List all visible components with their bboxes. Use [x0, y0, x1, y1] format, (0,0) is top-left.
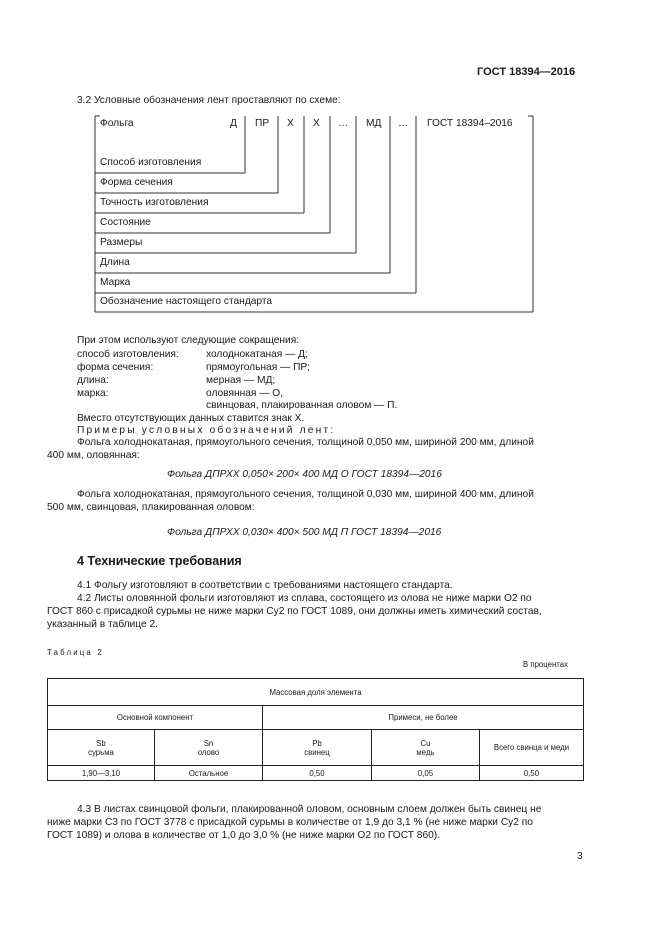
page-number: 3: [577, 851, 583, 862]
abbr-value: свинцовая, плакированная оловом — П.: [206, 400, 398, 411]
example-1-text: Фольга холоднокатаная, прямоугольного сечения, толщиной 0,050 мм, шириной 200 мм, длиной: [77, 437, 534, 448]
scheme-label: Обозначение настоящего стандарта: [100, 296, 273, 307]
example-1-text: 400 мм, оловянная:: [47, 450, 140, 461]
example-2-formula: Фольга ДПРХХ 0,030× 400× 500 МД П ГОСТ 18394—2016: [167, 527, 442, 538]
paragraph-4-3: ниже марки С3 по ГОСТ 3778 с присадкой сурьмы в количестве от 1,9 до 3,1 % (не ниже марки Су2 по: [47, 817, 533, 828]
table-cell: 0,05: [372, 766, 480, 781]
abbr-value: холоднокатаная — Д;: [206, 349, 308, 360]
scheme-code: …: [338, 118, 349, 129]
paragraph-4-3: 4.3 В листах свинцовой фольги, плакированной оловом, основным слоем должен быть свинец не: [77, 804, 542, 815]
table-header-impurities: Примеси, не более: [263, 706, 584, 730]
scheme-code: Х: [287, 118, 294, 129]
abbr-key: форма сечения:: [77, 362, 154, 373]
example-1-formula: Фольга ДПРХХ 0,050× 200× 400 МД О ГОСТ 18394—2016: [167, 469, 442, 480]
abbr-value: оловянная — О,: [206, 388, 284, 399]
paragraph-4-2: 4.2 Листы оловянной фольги изготовляют из сплава, состоящего из олова не ниже марки О2 по: [77, 593, 532, 604]
scheme-label: Форма сечения: [100, 177, 173, 188]
abbr-value: мерная — МД;: [206, 375, 276, 386]
standard-header: ГОСТ 18394—2016: [477, 66, 576, 78]
table-cell: 1,90—3,10: [48, 766, 155, 781]
table-cell: 0,50: [263, 766, 372, 781]
table-label: Таблица 2: [47, 648, 104, 657]
table-header-mass-share: Массовая доля элемента: [48, 679, 584, 706]
scheme-code: ГОСТ 18394–2016: [427, 118, 513, 129]
section-4-heading: 4 Технические требования: [77, 554, 242, 568]
table-col-sn: Sn олово: [155, 730, 263, 766]
abbr-key: способ изготовления:: [77, 349, 179, 360]
scheme-label: Размеры: [100, 237, 143, 248]
examples-title: Примеры условных обозначений лент:: [77, 425, 336, 436]
abbr-intro: При этом используют следующие сокращения:: [77, 335, 300, 346]
table-col-total: Всего свинца и меди: [480, 730, 584, 766]
abbr-key: марка:: [77, 388, 109, 399]
scheme-code: ПР: [255, 118, 270, 129]
table-header-base: Основной компонент: [48, 706, 263, 730]
section-3-2-title: 3.2 Условные обозначения лент проставляют по схеме:: [77, 95, 341, 106]
scheme-code: Д: [230, 118, 237, 129]
table-col-pb: Pb свинец: [263, 730, 372, 766]
abbr-key: длина:: [77, 375, 109, 386]
scheme-label: Состояние: [100, 217, 151, 228]
scheme-label: Длина: [100, 257, 130, 268]
scheme-label: Способ изготовления: [100, 157, 202, 168]
table-col-cu: Cu медь: [372, 730, 480, 766]
scheme-code: Х: [313, 118, 320, 129]
abbr-value: прямоугольная — ПР;: [206, 362, 310, 373]
scheme-label: Марка: [100, 277, 131, 288]
scheme-word: Фольга: [100, 118, 134, 129]
example-2-text: Фольга холоднокатаная, прямоугольного сечения, толщиной 0,030 мм, шириной 400 мм, длиной: [77, 489, 534, 500]
composition-table: [47, 678, 584, 781]
scheme-code: МД: [366, 118, 382, 129]
paragraph-4-3: ГОСТ 1089) и олова в количестве от 1,0 до 3,0 % (не ниже марки О2 по ГОСТ 860).: [47, 830, 441, 841]
table-col-sb: Sb сурьма: [48, 730, 155, 766]
scheme-code: …: [398, 118, 409, 129]
paragraph-4-2: ГОСТ 860 с присадкой сурьмы не ниже марки Су2 по ГОСТ 1089, они должны иметь химический состав,: [47, 606, 542, 617]
example-2-text: 500 мм, свинцовая, плакированная оловом:: [47, 502, 255, 513]
table-unit: В процентах: [523, 660, 568, 669]
table-cell: Остальное: [155, 766, 263, 781]
missing-note: Вместо отсутствующих данных ставится знак Х.: [77, 413, 305, 424]
table-cell: 0,50: [480, 766, 584, 781]
paragraph-4-2: указанный в таблице 2.: [47, 619, 158, 630]
paragraph-4-1: 4.1 Фольгу изготовляют в соответствии с требованиями настоящего стандарта.: [77, 580, 453, 591]
scheme-label: Точность изготовления: [100, 197, 209, 208]
